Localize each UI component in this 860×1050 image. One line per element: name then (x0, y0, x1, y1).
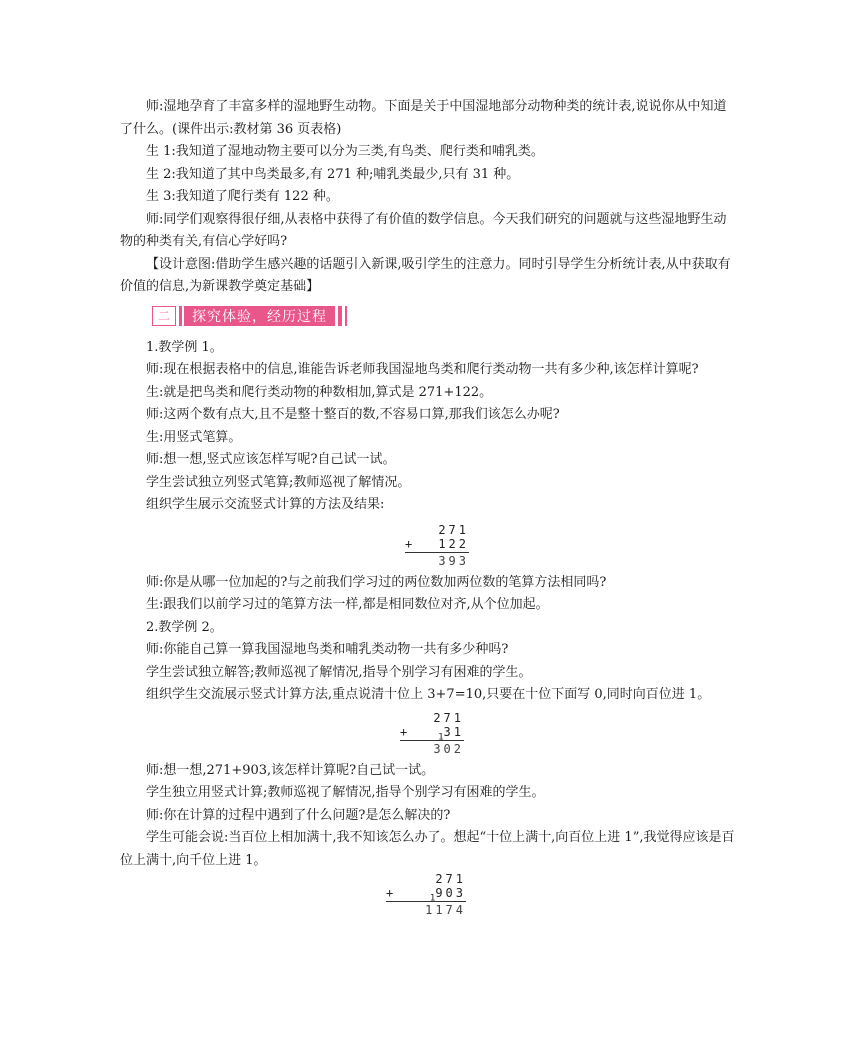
paragraph: 生 3:我知道了爬行类有 122 种。 (146, 189, 339, 204)
paragraph: 学生可能会说:当百位上相加满十,我不知该怎么办了。想起“十位上满十,向百位上进 1”,我觉得应该是百位上满十,向千位上进 1。 (120, 830, 735, 868)
plus-sign: + (400, 724, 408, 739)
plus-sign: + (405, 536, 413, 551)
section-number: 二 (152, 306, 176, 326)
paragraph: 学生独立用竖式计算;教师巡视了解情况,指导个别学习有困难的学生。 (146, 785, 545, 800)
paragraph: 1.教学例 1。 (146, 339, 223, 355)
sum-result: 1174 (425, 903, 466, 917)
section-stripe (345, 306, 347, 326)
paragraph: 学生尝试独立解答;教师巡视了解情况,指导个别学习有困难的学生。 (146, 664, 532, 680)
paragraph: 师:这两个数有点大,且不是整十整百的数,不容易口算,那我们该怎么办呢? (146, 407, 560, 422)
addend-bottom-row (405, 537, 469, 551)
section-bar (179, 306, 182, 326)
sum-result: 302 (433, 741, 464, 756)
paragraph: 师:你能自己算一算我国湿地鸟类和哺乳类动物一共有多少种吗? (146, 642, 509, 657)
addend-top: 271 (433, 710, 464, 725)
paragraph: 生:就是把鸟类和爬行类动物的种数相加,算式是 271+122。 (146, 384, 493, 400)
paragraph: 师:你在计算的过程中遇到了什么问题?是怎么解决的? (146, 807, 451, 823)
paragraph: 组织学生展示交流竖式计算的方法及结果: (146, 497, 385, 512)
paragraph: 生:跟我们以前学习过的笔算方法一样,都是相同数位对齐,从个位加起。 (146, 597, 549, 612)
paragraph: 师:同学们观察得很仔细,从表格中获得了有价值的数学信息。今天我们研究的问题就与这些湿地野生动物的种类有关,有信心学好吗? (120, 211, 727, 249)
paragraph: 学生尝试独立列竖式笔算;教师巡视了解情况。 (146, 474, 411, 490)
vertical-addition-1 (405, 523, 469, 568)
paragraph: 师:湿地孕育了丰富多样的湿地野生动物。下面是关于中国湿地部分动物种类的统计表,说说你从中知道了什么。(课件出示:教材第 36 页表格) (120, 99, 727, 137)
section-stripe (338, 306, 342, 326)
addend-top: 271 (438, 522, 469, 537)
paragraph: 组织学生交流展示竖式计算方法,重点说清十位上 3+7=10,只要在十位下面写 0,同时向百位进 1。 (146, 687, 711, 702)
paragraph: 师:现在根据表格中的信息,谁能告诉老师我国湿地鸟类和爬行类动物一共有多少种,该怎样计算呢? (146, 362, 699, 377)
paragraph: 生 2:我知道了其中鸟类最多,有 271 种;哺乳类最少,只有 31 种。 (146, 166, 520, 182)
sum-result: 393 (438, 553, 469, 568)
sum-line (386, 901, 466, 902)
document-body (120, 96, 738, 921)
paragraph: 2.教学例 2。 (146, 619, 223, 635)
section-heading (152, 305, 738, 327)
vertical-addition-2 (400, 711, 464, 756)
paragraph: 生 1:我知道了湿地动物主要可以分为三类,有鸟类、爬行类和哺乳类。 (146, 144, 544, 159)
carry-digit: 1 (429, 893, 436, 904)
paragraph: 师:想一想,竖式应该怎样写呢?自己试一试。 (146, 452, 396, 467)
addend-bottom: 31 (443, 724, 464, 739)
vertical-addition-3 (386, 872, 466, 917)
addend-top: 271 (435, 872, 466, 886)
section-title: 探究体验，经历过程 (184, 306, 335, 326)
addend-bottom: 903 (435, 886, 466, 900)
paragraph: 生:用竖式笔算。 (146, 429, 242, 445)
design-intent-note: 【设计意图:借助学生感兴趣的话题引入新课,吸引学生的注意力。同时引导学生分析统计表,从中获取有价值的信息,为新课教学奠定基础】 (120, 256, 731, 294)
sum-line (400, 740, 464, 741)
paragraph: 师:你是从哪一位加起的?与之前我们学习过的两位数加两位数的笔算方法相同吗? (146, 574, 607, 590)
paragraph: 师:想一想,271+903,该怎样计算呢?自己试一试。 (146, 762, 435, 778)
addend-bottom-row (400, 724, 464, 742)
carry-digit: 1 (438, 731, 444, 742)
sum-line (405, 552, 469, 553)
addend-bottom-row (386, 886, 466, 904)
addend-bottom: 122 (438, 536, 469, 551)
plus-sign: + (386, 886, 394, 900)
